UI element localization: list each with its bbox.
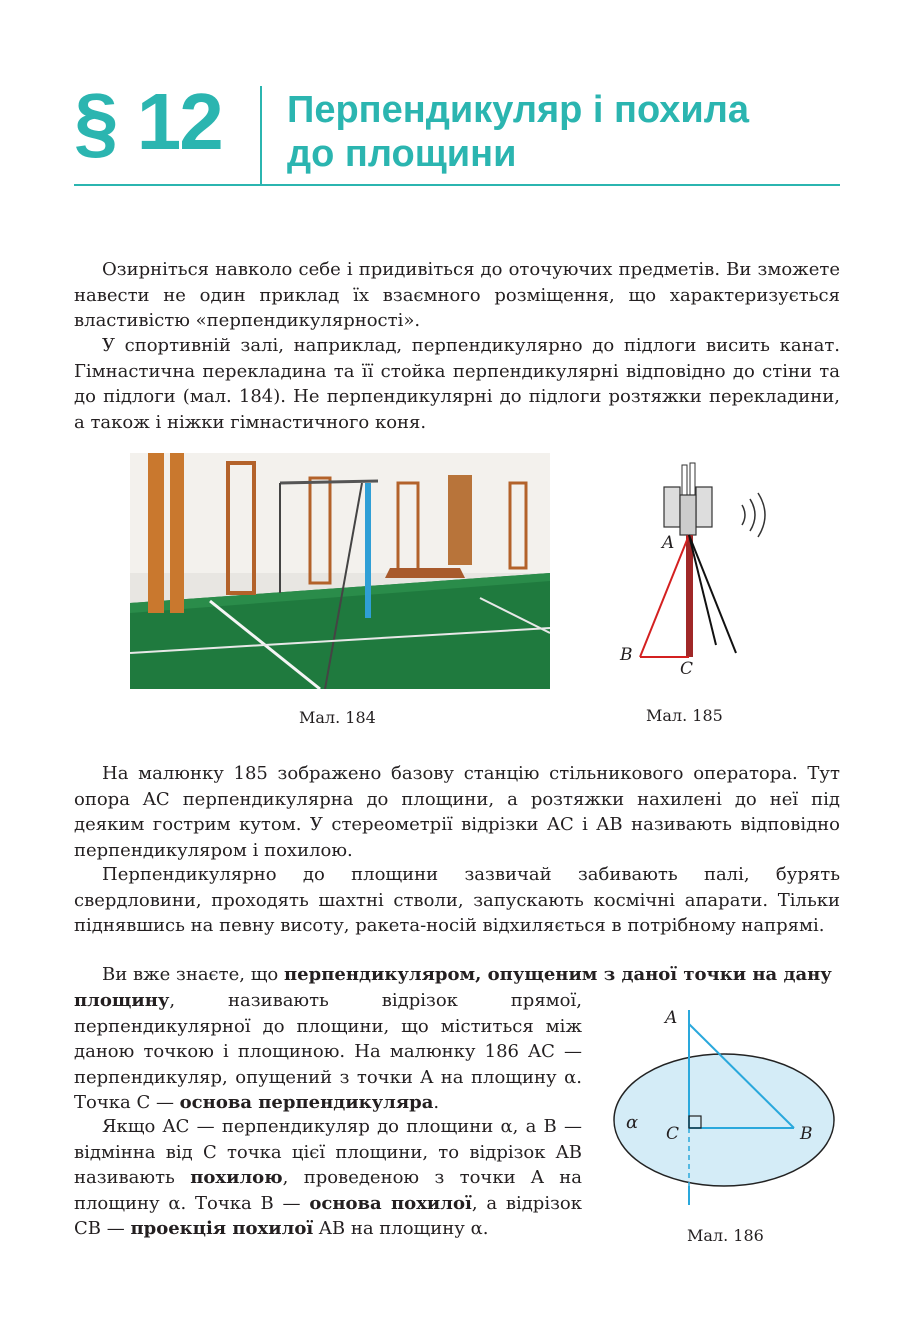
fig-184-caption: Мал. 184 [299,708,376,727]
p6-text: , називають відрізок прямої, перпендикулярної до площини, що міститься між даною точкою і площиною. На малюнку 186 AC — перпендикуляр, опущений з точки A на площину α. Точка C — [74,990,582,1113]
p6-bold2: основа перпендикуляра [179,1092,434,1113]
paragraph-4: Перпендикулярно до площини зазвичай забивають палі, бурять свердловини, проходять шахтні стволи, запускають космічні апарати. Тільки піднявшись на певну висоту, ракета-носій відхиляється в потрібному напрямі. [74,864,840,936]
p6-bold: площину [74,990,170,1011]
page-title [287,88,749,176]
fig186-label-c: C [666,1124,680,1144]
cell-tower-figure [600,455,800,685]
p7-a: Якщо AC — перпендикуляр до площини α, а B — відмінна від C точка цієї площини, то відрізок AB називають [74,1116,582,1188]
fig186-label-alpha: α [626,1112,639,1133]
paragraph-1: Озирніться навколо себе і придивіться до оточуючих предметів. Ви зможете навести не один приклад їх взаємного розміщення, що характеризується властивістю «перпендикулярності». [74,259,840,331]
header-divider [260,86,262,186]
fig-185-caption: Мал. 185 [646,706,723,725]
p7-e: AB на площину α. [313,1218,489,1239]
p7-c: , проведеною з точки A на площину α. Точка B — [74,1167,583,1214]
gym-photo [130,453,550,689]
section-number: § 12 [74,77,222,166]
p7-b3: проекція похилої [130,1218,314,1239]
p7-d: , а відрізок CB — [74,1192,582,1239]
fig186-label-a: A [665,1008,678,1028]
fig186-label-b: B [800,1124,813,1144]
fig-186-caption: Мал. 186 [687,1226,764,1245]
paragraph-6 [74,988,582,1116]
header-rule [74,184,840,186]
plane-perpendicular-figure [612,1000,852,1205]
paragraph-2: У спортивній залі, наприклад, перпендикулярно до підлоги висить канат. Гімнастична перекладина та її стойка перпендикулярні відповідно до стіни та до підлоги (мал. 184). Не перпендикулярні до підлоги розтяжки перекладини, а також і ніжки гімнастичного коня. [74,335,840,433]
title-line-1: Перпендикуляр і похила [287,89,750,131]
paragraph-5 [74,962,840,988]
fig185-label-c: C [680,659,694,679]
p5-text: Ви вже знаєте, що [102,964,284,985]
p7-b1: похилою [190,1167,283,1188]
fig185-label-a: A [662,533,675,553]
p7-b2: основа похилої [309,1192,472,1214]
title-line-2: до площини [287,133,517,175]
paragraph-7 [74,1114,582,1242]
p6-end: . [433,1092,440,1113]
paragraph-3: На малюнку 185 зображено базову станцію стільникового оператора. Тут опора AC перпендикулярна до площини, а розтяжки нахилені до неї під деяким гострим кутом. У стереометрії відрізки AC і AB називають відповідно перпендикуляром і похилою. [74,763,840,861]
fig185-label-b: B [620,645,633,665]
p5-bold: перпендикуляром, опущеним з даної точки на дану [284,964,832,985]
